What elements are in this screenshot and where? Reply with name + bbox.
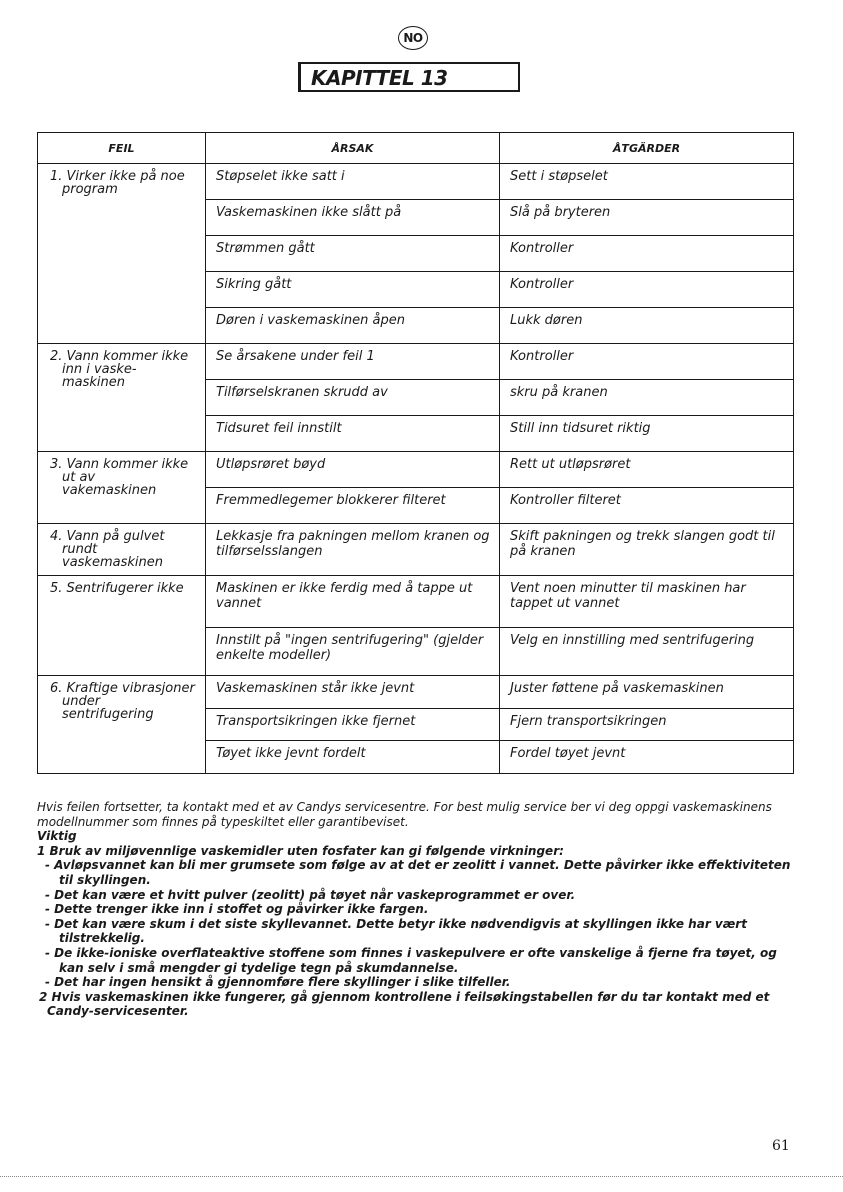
cause-cell: Tilførselskranen skrudd av	[206, 380, 500, 416]
cause-cell: Tidsuret feil innstilt	[206, 416, 500, 452]
troubleshooting-table	[37, 132, 794, 774]
fault-text: program	[62, 182, 118, 197]
cause-cell: Se årsakene under feil 1	[206, 344, 500, 380]
note-item-1-bullet: - Det har ingen hensikt å gjennomføre flere skyllinger i slike tilfeller.	[45, 975, 511, 990]
fault-text: 3. Vann kommer ikke	[50, 457, 189, 472]
important-label: Viktig	[37, 829, 77, 844]
remedy-cell: Fordel tøyet jevnt	[500, 741, 794, 774]
remedy-cell: Vent noen minutter til maskinen har tappet ut vannet	[500, 576, 794, 628]
fault-cell	[38, 344, 206, 452]
fault-text: 2. Vann kommer ikke	[50, 349, 189, 364]
note-item-1-bullet: - Det kan være et hvitt pulver (zeolitt) på tøyet når vaskeprogrammet er over.	[45, 887, 576, 902]
fault-cell	[38, 524, 206, 576]
remedy-cell: Sett i støpselet	[500, 164, 794, 200]
fault-text: 5. Sentrifugerer ikke	[50, 581, 184, 596]
table-row	[38, 164, 794, 200]
table-header-row	[38, 133, 794, 164]
remedy-cell: skru på kranen	[500, 380, 794, 416]
table-row	[38, 676, 794, 709]
note-item-1-heading: 1 Bruk av miljøvennlige vaskemidler uten fosfater kan gi følgende virkninger:	[37, 843, 564, 858]
fault-cell	[38, 164, 206, 344]
note-item-1-bullet: - Det kan være skum i det siste skyllevannet. Dette betyr ikke nødvendigvis at skyllingen ikke har vært tilstrekkelig.	[45, 916, 747, 946]
fault-text: vakemaskinen	[62, 483, 157, 498]
cause-cell: Sikring gått	[206, 272, 500, 308]
fault-text: 4. Vann på gulvet	[50, 529, 165, 544]
fault-text: inn i vaske-	[62, 362, 137, 377]
cause-cell: Utløpsrøret bøyd	[206, 452, 500, 488]
remedy-cell: Fjern transportsikringen	[500, 709, 794, 741]
note-item-1-bullet: - Avløpsvannet kan bli mer grumsete som følge av at det er zeolitt i vannet. Dette påvirker ikke effektiviteten til skyllingen.	[45, 858, 791, 887]
fault-text: under	[62, 694, 101, 709]
cause-cell: Vaskemaskinen står ikke jevnt	[206, 676, 500, 709]
service-intro: Hvis feilen fortsetter, ta kontakt med et av Candys servicesentre. For best mulig service ber vi deg oppgi vaskemaskinens modellnummer som finnes på typeskiltet eller garantibeviset.	[37, 800, 772, 829]
note-item-2: 2 Hvis vaskemaskinen ikke fungerer, gå gjennom kontrollene i feilsøkingstabellen før du tar kontakt med et Candy-servicesenter.	[39, 989, 770, 1019]
remedy-cell: Kontroller	[500, 344, 794, 380]
table-row	[38, 344, 794, 380]
remedy-cell: Velg en innstilling med sentrifugering	[500, 628, 794, 676]
note-item-1-bullet: - Dette trenger ikke inn i stoffet og påvirker ikke fargen.	[45, 902, 429, 917]
fault-text: maskinen	[62, 375, 126, 390]
column-header-remedy: ÅTGÄRDER	[500, 133, 794, 164]
fault-text: ut av	[62, 470, 96, 485]
table-row	[38, 524, 794, 576]
table-row	[38, 452, 794, 488]
cause-cell: Strømmen gått	[206, 236, 500, 272]
cause-cell: Tøyet ikke jevnt fordelt	[206, 741, 500, 774]
fault-cell	[38, 452, 206, 524]
remedy-cell: Rett ut utløpsrøret	[500, 452, 794, 488]
cause-cell: Støpselet ikke satt i	[206, 164, 500, 200]
column-header-fault: FEIL	[38, 133, 206, 164]
cause-cell: Transportsikringen ikke fjernet	[206, 709, 500, 741]
cause-cell: Maskinen er ikke ferdig med å tappe ut vannet	[206, 576, 500, 628]
column-header-cause: ÅRSAK	[206, 133, 500, 164]
remedy-cell: Juster føttene på vaskemaskinen	[500, 676, 794, 709]
cause-cell: Vaskemaskinen ikke slått på	[206, 200, 500, 236]
remedy-cell: Skift pakningen og trekk slangen godt til på kranen	[500, 524, 794, 576]
remedy-cell: Kontroller	[500, 272, 794, 308]
table-body	[38, 164, 794, 774]
chapter-header	[298, 62, 520, 92]
notes-section	[37, 800, 797, 1019]
cause-cell: Lekkasje fra pakningen mellom kranen og tilførselsslangen	[206, 524, 500, 576]
chapter-title: KAPITTEL 13	[311, 66, 448, 90]
remedy-cell: Slå på bryteren	[500, 200, 794, 236]
cause-cell: Døren i vaskemaskinen åpen	[206, 308, 500, 344]
note-item-1-bullet: - De ikke-ioniske overflateaktive stoffene som finnes i vaskepulvere er ofte vanskelige å fjerne fra tøyet, og kan selv i små mengder gi tydelige tegn på skumdannelse.	[45, 945, 777, 975]
fault-text: sentrifugering	[62, 707, 154, 722]
table-row	[38, 576, 794, 628]
fault-cell	[38, 576, 206, 676]
remedy-cell: Lukk døren	[500, 308, 794, 344]
page-bottom-edge	[0, 1176, 843, 1177]
cause-cell: Innstilt på "ingen sentrifugering" (gjelder enkelte modeller)	[206, 628, 500, 676]
remedy-cell: Still inn tidsuret riktig	[500, 416, 794, 452]
fault-text: vaskemaskinen	[62, 555, 163, 570]
fault-text: 6. Kraftige vibrasjoner	[50, 681, 195, 696]
fault-text: 1. Virker ikke på noe	[50, 169, 185, 184]
page-number: 61	[772, 1138, 790, 1154]
cause-cell: Fremmedlegemer blokkerer filteret	[206, 488, 500, 524]
fault-text: rundt	[62, 542, 98, 557]
fault-cell	[38, 676, 206, 774]
language-badge: NO	[398, 26, 428, 50]
remedy-cell: Kontroller	[500, 236, 794, 272]
remedy-cell: Kontroller filteret	[500, 488, 794, 524]
